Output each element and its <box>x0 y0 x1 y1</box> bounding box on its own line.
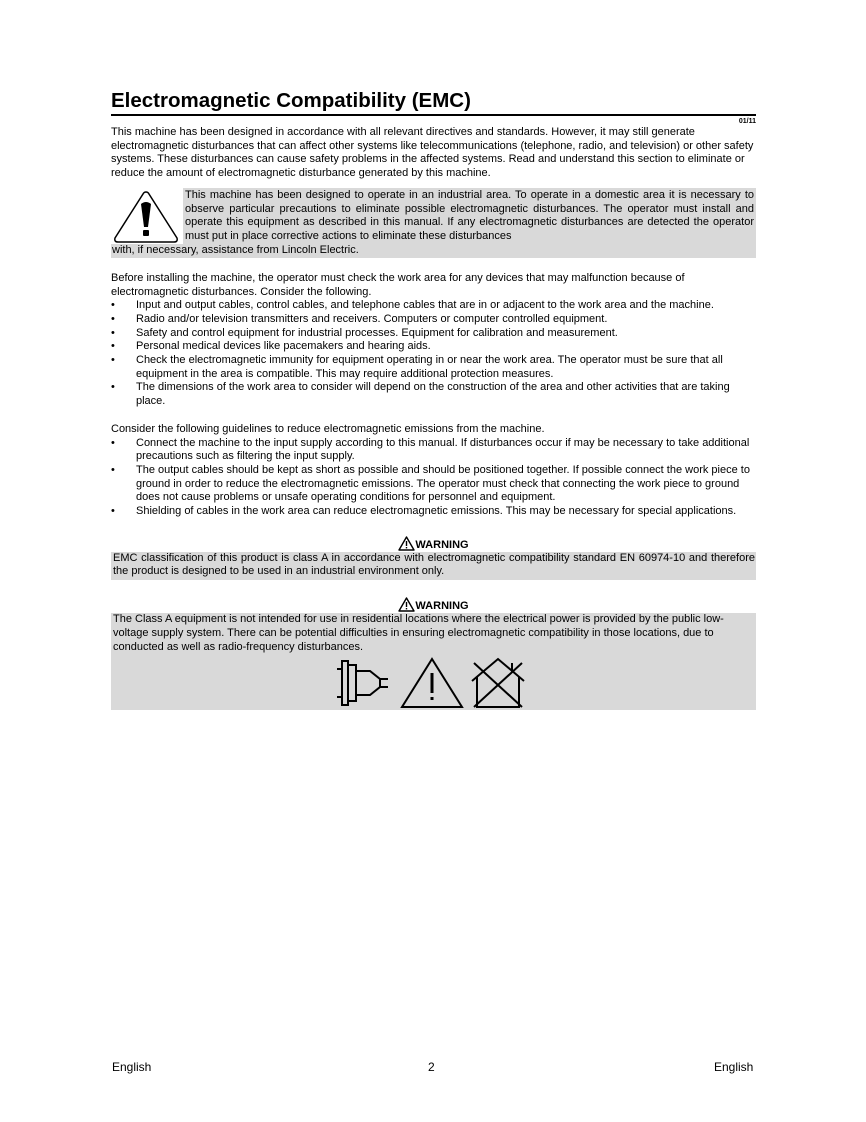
guidelines-lead: Consider the following guidelines to reduce electromagnetic emissions from the machine. <box>111 422 545 435</box>
caution-text-continued: with, if necessary, assistance from Lincoln Electric. <box>112 243 359 256</box>
list-item: • Shielding of cables in the work area can reduce electromagnetic emissions. This may be necessary for special applications. <box>111 505 756 519</box>
title-rule <box>111 114 756 116</box>
exclamation-triangle-icon <box>402 659 462 707</box>
warning-triangle-icon <box>398 597 415 612</box>
warning-box-1 <box>111 552 756 580</box>
list-item: • Connect the machine to the input supply according to this manual. If disturbances occur if may be necessary to take additional precautions such as filtering the input supply. <box>111 437 756 464</box>
plug-icon <box>337 661 388 705</box>
intro-paragraph: This machine has been designed in accordance with all relevant directives and standards. However, it may still generate electromagnetic disturbances that can affect other systems like telecommunications (telephone, radio, and television) or other safety systems. These disturbances can cause safety problems in the affected systems. Read and understand this section to eliminate or reduce the amount of electromagnetic disturbance generated by this machine. <box>111 126 754 180</box>
guidelines-section <box>111 423 756 519</box>
warning-label: WARNING <box>415 538 469 551</box>
caution-box <box>111 188 756 258</box>
warning-heading-1 <box>111 536 756 552</box>
guidelines-list <box>111 437 756 519</box>
no-house-icon <box>472 659 524 707</box>
warning-label: WARNING <box>415 600 469 613</box>
page-number: 2 <box>428 1060 435 1074</box>
emc-symbols <box>334 657 530 709</box>
installation-lead: Before installing the machine, the operator must check the work area for any devices that may malfunction because of electromagnetic disturbances. Consider the following. <box>111 271 685 298</box>
list-item: • The dimensions of the work area to consider will depend on the construction of the area and other activities that are taking place. <box>111 381 756 408</box>
warning-heading-2 <box>111 597 756 613</box>
caution-triangle-icon <box>113 190 179 244</box>
installation-list <box>111 299 756 409</box>
warning-triangle-icon <box>398 536 415 551</box>
warning-box-2 <box>111 613 756 710</box>
list-item: • Check the electromagnetic immunity for equipment operating in or near the work area. The operator must be sure that all equipment in the area is compatible. This may require additional protection measures. <box>111 354 756 381</box>
warning-text-1: EMC classification of this product is class A in accordance with electromagnetic compatibility standard EN 60974-10 and therefore the product is designed to be used in an industrial environment only. <box>113 551 755 578</box>
list-item: • Personal medical devices like pacemakers and hearing aids. <box>111 340 756 354</box>
list-item: • Input and output cables, control cables, and telephone cables that are in or adjacent to the work area and the machine. <box>111 299 756 313</box>
revision-code: 01/11 <box>738 118 756 125</box>
list-item: • The output cables should be kept as short as possible and should be positioned together. If possible connect the work piece to ground in order to reduce the electromagnetic emissions. The operator must check that connecting the work piece to ground does not cause problems or unsafe operating conditions for personnel and equipment. <box>111 464 756 505</box>
list-item: • Radio and/or television transmitters and receivers. Computers or computer controlled equipment. <box>111 313 756 327</box>
caution-text: This machine has been designed to operate in an industrial area. To operate in a domestic area it is necessary to observe particular precautions to eliminate possible electromagnetic disturbances. The operator must install and operate this equipment as described in this manual. If any electromagnetic disturbances are detected the operator must put in place corrective actions to eliminate these disturbances <box>185 188 754 242</box>
footer-left: English <box>112 1060 152 1074</box>
emc-page <box>111 88 756 710</box>
page-title: Electromagnetic Compatibility (EMC) <box>111 89 471 112</box>
warning-text-2: The Class A equipment is not intended for use in residential locations where the electrical power is provided by the public low-voltage supply system. There can be potential difficulties in ensuring electromagnetic compatibility in those locations, due to conducted as well as radio-frequency disturbances. <box>113 613 724 653</box>
installation-section <box>111 272 756 409</box>
footer-right: English <box>714 1060 754 1074</box>
list-item: • Safety and control equipment for industrial processes. Equipment for calibration and measurement. <box>111 327 756 341</box>
